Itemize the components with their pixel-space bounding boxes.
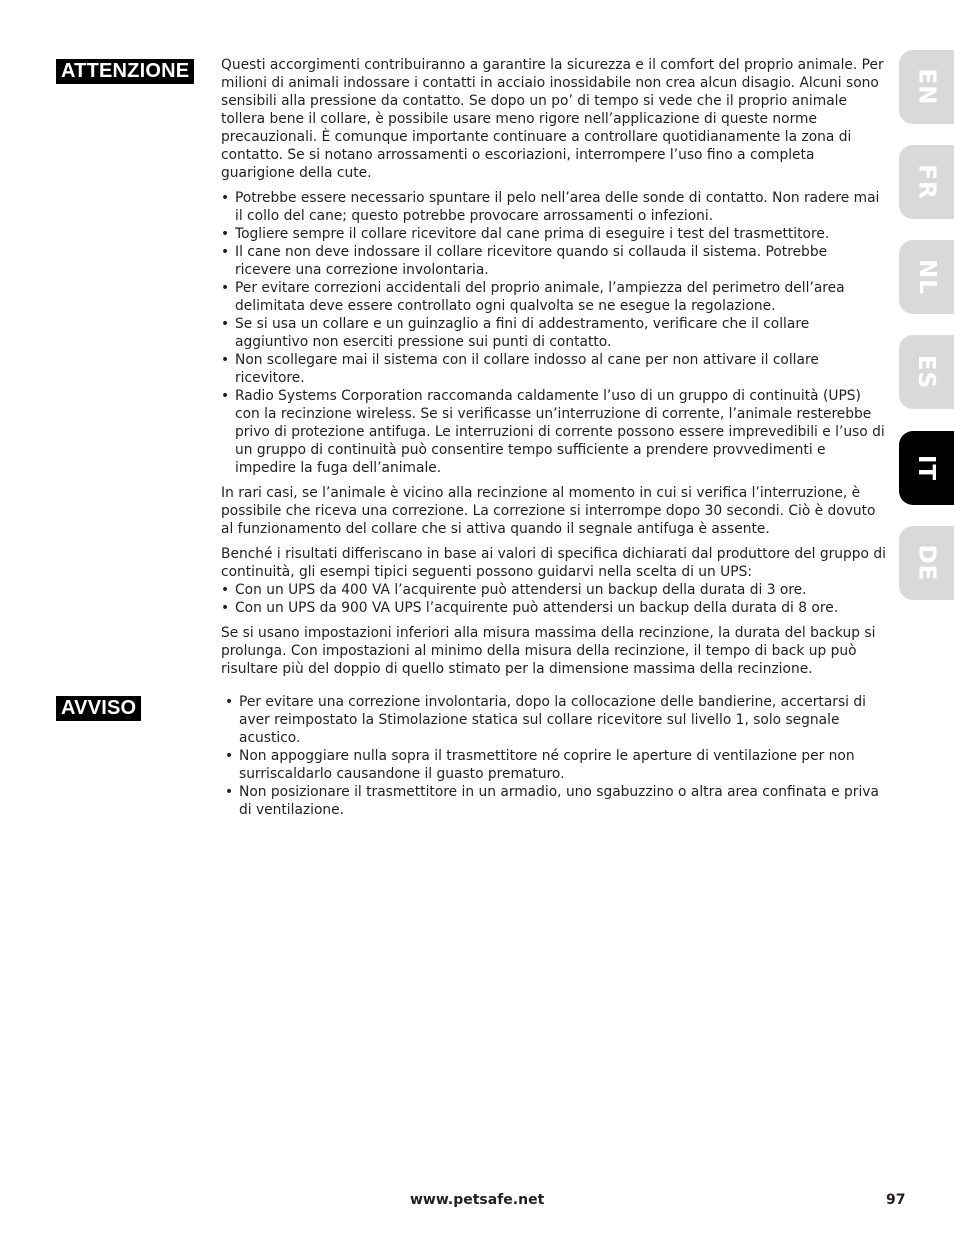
avviso-label: AVVISO	[56, 696, 141, 721]
list-item: • Non appoggiare nulla sopra il trasmettitore né coprire le aperture di ventilazione per non surriscaldarlo causandone il guasto prematuro.	[225, 747, 885, 783]
language-tab-en[interactable]	[899, 50, 954, 124]
list-item: • Radio Systems Corporation raccomanda caldamente l’uso di un gruppo di continuità (UPS) con la recinzione wireless. Se si verificasse un’interruzione di corrente, l’animale resterebbe privo di protezione antifuga. Le interruzioni di corrente possono essere imprevedibili e l’uso di un gruppo di continuità può consentire tempo sufficiente a prendere provvedimenti e impedire la fuga dell’animale.	[221, 387, 886, 477]
attenzione-section	[221, 56, 886, 678]
language-tab-label: FR	[913, 164, 940, 200]
language-tab-it[interactable]	[899, 431, 954, 505]
list-item: • Per evitare una correzione involontaria, dopo la collocazione delle bandierine, accertarsi di aver reimpostato la Stimolazione statica sul collare ricevitore sul livello 1, solo segnale acustico.	[225, 693, 885, 747]
list-item: • Potrebbe essere necessario spuntare il pelo nell’area delle sonde di contatto. Non radere mai il collo del cane; questo potrebbe provocare arrossamenti o infezioni.	[221, 189, 886, 225]
language-tab-de[interactable]	[899, 526, 954, 600]
language-tab-es[interactable]	[899, 335, 954, 409]
attenzione-bullet-list	[221, 189, 886, 477]
list-item: • Togliere sempre il collare ricevitore dal cane prima di eseguire i test del trasmettitore.	[221, 225, 886, 243]
page-number: 97	[886, 1192, 906, 1208]
power-outage-paragraph: In rari casi, se l’animale è vicino alla recinzione al momento in cui si verifica l’interruzione, è possibile che riceva una correzione. La correzione si interrompe dopo 30 secondi. Ciò è dovuto al funzionamento del collare che si attiva quando il segnale antifuga è assente.	[221, 485, 876, 537]
language-tab-label: EN	[913, 68, 940, 106]
language-tab-label: DE	[913, 544, 940, 582]
list-item: • Non posizionare il trasmettitore in un armadio, uno sgabuzzino o altra area confinata e priva di ventilazione.	[225, 783, 885, 819]
avviso-bullet-list	[225, 693, 885, 819]
language-tab-nl[interactable]	[899, 240, 954, 314]
language-tab-label: ES	[913, 354, 940, 390]
avviso-section	[225, 693, 885, 819]
language-tab-label: NL	[913, 259, 940, 295]
intro-paragraph: Questi accorgimenti contribuiranno a garantire la sicurezza e il comfort del proprio animale. Per milioni di animali indossare i contatti in acciaio inossidabile non crea alcun disagio. Alcuni sono sensibili alla pressione da contatto. Se dopo un po’ di tempo si vede che il proprio animale tollera bene il collare, è possibile usare meno rigore nell’applicazione di queste norme precauzionali. È comunque importante continuare a controllare quotidianamente la zona di contatto. Se si notano arrossamenti o escoriazioni, interrompere l’uso fino a completa guarigione della cute.	[221, 57, 884, 181]
list-item: • Con un UPS da 400 VA l’acquirente può attendersi un backup della durata di 3 ore.	[221, 581, 886, 599]
ups-bullet-list	[221, 581, 886, 617]
footer-url[interactable]: www.petsafe.net	[410, 1192, 545, 1208]
language-tab-fr[interactable]	[899, 145, 954, 219]
list-item: • Con un UPS da 900 VA UPS l’acquirente può attendersi un backup della durata di 8 ore.	[221, 599, 886, 617]
list-item: • Il cane non deve indossare il collare ricevitore quando si collauda il sistema. Potrebbe ricevere una correzione involontaria.	[221, 243, 886, 279]
ups-intro-paragraph: Benché i risultati differiscano in base ai valori di specifica dichiarati dal produttore del gruppo di continuità, gli esempi tipici seguenti possono guidarvi nella scelta di un UPS:	[221, 546, 886, 580]
list-item: • Se si usa un collare e un guinzaglio a fini di addestramento, verificare che il collare aggiuntivo non eserciti pressione sui punti di contatto.	[221, 315, 886, 351]
backup-duration-paragraph: Se si usano impostazioni inferiori alla misura massima della recinzione, la durata del backup si prolunga. Con impostazioni al minimo della misura della recinzione, il tempo di back up può risultare più del doppio di quello stimato per la dimensione massima della recinzione.	[221, 625, 876, 677]
list-item: • Non scollegare mai il sistema con il collare indosso al cane per non attivare il collare ricevitore.	[221, 351, 886, 387]
list-item: • Per evitare correzioni accidentali del proprio animale, l’ampiezza del perimetro dell’area delimitata deve essere controllato ogni qualvolta se ne esegue la regolazione.	[221, 279, 886, 315]
language-tab-label: IT	[913, 454, 940, 482]
attenzione-label: ATTENZIONE	[56, 59, 194, 84]
